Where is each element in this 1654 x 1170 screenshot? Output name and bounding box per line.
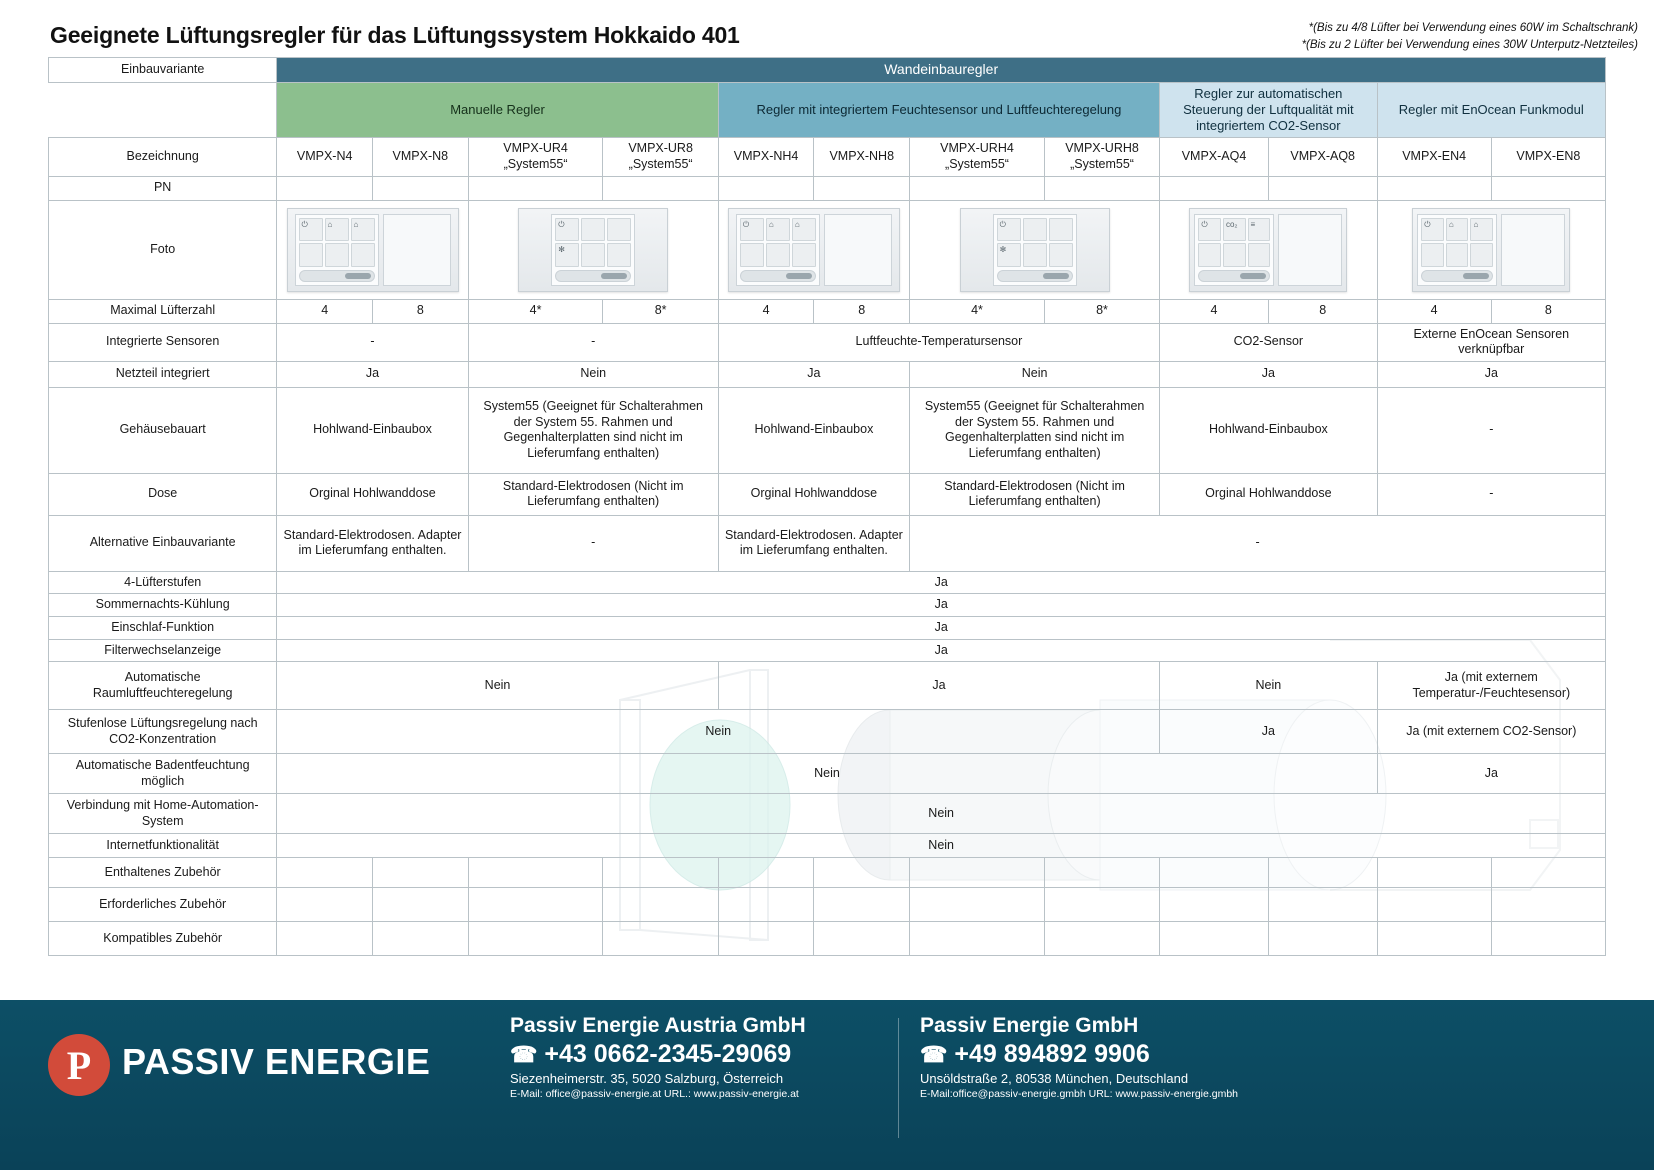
model-vmpx-ur8: VMPX-UR8 „System55“ (603, 138, 718, 176)
max-luefter-value: 8* (1044, 299, 1159, 323)
max-luefter-value: 4 (1160, 299, 1269, 323)
zubehoer-enth-value (814, 858, 910, 888)
group-co2-sensor: Regler zur automatischen Steuerung der Luftqualität mit integriertem CO2-Sensor (1160, 82, 1377, 138)
zubehoer-komp-value (468, 922, 603, 956)
dose-value: Standard-Elektrodosen (Nicht im Lieferumfang enthalten) (910, 473, 1160, 515)
pn-value (814, 176, 910, 200)
row-label-internetfunktionalitaet: Internetfunktionalität (49, 834, 277, 858)
netzteil-value: Ja (277, 361, 468, 387)
table-row-pn (49, 176, 1606, 200)
table-row-sensoren (49, 323, 1606, 361)
table-row-internetfunktionalitaet (49, 834, 1606, 858)
max-luefter-value: 8 (373, 299, 469, 323)
row-label-stufenlose-co2-regelung: Stufenlose Lüftungsregelung nach CO2-Konzentration (49, 710, 277, 754)
bad-value: Ja (1377, 754, 1605, 794)
zubehoer-komp-value (373, 922, 469, 956)
co2-stufenlos-value: Ja (1160, 710, 1377, 754)
auto-feuchte-value: Ja (718, 662, 1159, 710)
max-luefter-value: 8 (1491, 299, 1605, 323)
group-enocean: Regler mit EnOcean Funkmodul (1377, 82, 1605, 138)
contact-germany-mail[interactable]: E-Mail:office@passiv-energie.gmbh URL: www.passiv-energie.gmbh (920, 1088, 1239, 1100)
product-photo-nh: ⏻ ⌂ ⌂ (718, 200, 909, 299)
row-label-4-luefterstufen: 4-Lüfterstufen (49, 571, 277, 594)
row-label-einschlaf-funktion: Einschlaf-Funktion (49, 617, 277, 640)
product-photo-urh: ⏻ ✻ (910, 200, 1160, 299)
table-row-foto (49, 200, 1606, 299)
alt-einbau-value: Standard-Elektrodosen. Adapter im Lieferumfang enthalten. (277, 515, 468, 571)
table-row-enthaltenes-zubehoer (49, 858, 1606, 888)
model-vmpx-en4: VMPX-EN4 (1377, 138, 1491, 176)
pn-value (718, 176, 814, 200)
model-vmpx-n4: VMPX-N4 (277, 138, 373, 176)
gehaeuse-value: Hohlwand-Einbaubox (718, 387, 909, 473)
table-row-dose (49, 473, 1606, 515)
zubehoer-komp-value (814, 922, 910, 956)
footnotes (1302, 20, 1638, 53)
max-luefter-value: 8 (1268, 299, 1377, 323)
row-label-alt-einbauvariante: Alternative Einbauvariante (49, 515, 277, 571)
sensoren-value: - (468, 323, 718, 361)
zubehoer-enth-value (468, 858, 603, 888)
pn-value (373, 176, 469, 200)
product-photo-manuell-ur: ⏻ ✻ (468, 200, 718, 299)
table-row-erforderliches-zubehoer (49, 888, 1606, 922)
gehaeuse-value: Hohlwand-Einbaubox (1160, 387, 1377, 473)
group-feuchtesensor: Regler mit integriertem Feuchtesensor und Luftfeuchteregelung (718, 82, 1159, 138)
dose-value: Orginal Hohlwanddose (1160, 473, 1377, 515)
contact-austria-phone (510, 1040, 910, 1069)
zubehoer-enth-value (373, 858, 469, 888)
passiv-energie-logo-icon (48, 1034, 110, 1096)
zubehoer-enth-value (277, 858, 373, 888)
zubehoer-erf-value (277, 888, 373, 922)
model-vmpx-nh4: VMPX-NH4 (718, 138, 814, 176)
page-title: Geeignete Lüftungsregler für das Lüftungssystem Hokkaido 401 (50, 22, 740, 48)
row-label-erforderliches-zubehoer: Erforderliches Zubehör (49, 888, 277, 922)
table-row-badentfeuchtung (49, 754, 1606, 794)
zubehoer-enth-value (1160, 858, 1269, 888)
zubehoer-komp-value (910, 922, 1045, 956)
logo-letter: P (66, 1042, 92, 1088)
pn-value (1491, 176, 1605, 200)
max-luefter-value: 4 (718, 299, 814, 323)
contact-austria-mail[interactable]: E-Mail: office@passiv-energie.at URL.: www.passiv-energie.at (510, 1088, 799, 1100)
group-header-wandeinbauregler: Wandeinbauregler (277, 58, 1606, 83)
sensoren-value: CO2-Sensor (1160, 323, 1377, 361)
table-row-filterwechselanzeige (49, 639, 1606, 662)
contact-austria-phone-number: +43 0662-2345-29069 (544, 1040, 792, 1068)
zubehoer-erf-value (1377, 888, 1491, 922)
row-label-bezeichnung: Bezeichnung (49, 138, 277, 176)
dose-value: - (1377, 473, 1605, 515)
zubehoer-erf-value (468, 888, 603, 922)
pn-value (1160, 176, 1269, 200)
dose-value: Standard-Elektrodosen (Nicht im Lieferumfang enthalten) (468, 473, 718, 515)
contact-germany-phone (920, 1040, 1340, 1069)
zubehoer-erf-value (373, 888, 469, 922)
co2-stufenlos-value: Ja (mit externem CO2-Sensor) (1377, 710, 1605, 754)
netzteil-value: Nein (468, 361, 718, 387)
row-label-home-automation: Verbindung mit Home-Automation-System (49, 794, 277, 834)
table-row-einbauvariante (49, 58, 1606, 83)
row-label-gehaeusebauart: Gehäusebauart (49, 387, 277, 473)
dose-value: Orginal Hohlwanddose (718, 473, 909, 515)
comparison-table (48, 57, 1606, 956)
netzteil-value: Ja (1377, 361, 1605, 387)
zubehoer-erf-value (603, 888, 718, 922)
zubehoer-enth-value (1491, 858, 1605, 888)
contact-germany-phone-number: +49 894892 9906 (954, 1040, 1150, 1068)
filter-value: Ja (277, 639, 1606, 662)
table-row-bezeichnung (49, 138, 1606, 176)
zubehoer-komp-value (1491, 922, 1605, 956)
row-label-einbauvariante: Einbauvariante (49, 58, 277, 83)
contact-austria-address: Siezenheimerstr. 35, 5020 Salzburg, Österreich (510, 1071, 784, 1086)
product-photo-en: ⏻ ⌂ ⌂ (1377, 200, 1605, 299)
zubehoer-enth-value (1268, 858, 1377, 888)
row-label-netzteil: Netzteil integriert (49, 361, 277, 387)
auto-feuchte-value: Ja (mit externem Temperatur-/Feuchtesensor) (1377, 662, 1605, 710)
contact-germany (920, 1014, 1340, 1100)
row-label-pn: PN (49, 176, 277, 200)
spacer-cell (49, 82, 277, 138)
sensoren-value: Externe EnOcean Sensoren verknüpfbar (1377, 323, 1605, 361)
model-vmpx-nh8: VMPX-NH8 (814, 138, 910, 176)
max-luefter-value: 4 (277, 299, 373, 323)
row-label-sensoren: Integrierte Sensoren (49, 323, 277, 361)
table-row-stufenlose-co2-regelung (49, 710, 1606, 754)
netzteil-value: Ja (1160, 361, 1377, 387)
pn-value (910, 176, 1045, 200)
page-footer (0, 1000, 1654, 1170)
row-label-foto: Foto (49, 200, 277, 299)
table-row-max-luefterzahl (49, 299, 1606, 323)
stufen4-value: Ja (277, 571, 1606, 594)
max-luefter-value: 4* (910, 299, 1045, 323)
max-luefter-value: 4 (1377, 299, 1491, 323)
zubehoer-erf-value (1160, 888, 1269, 922)
group-manuelle-regler: Manuelle Regler (277, 82, 718, 138)
max-luefter-value: 8* (603, 299, 718, 323)
table-row-einschlaf-funktion (49, 617, 1606, 640)
model-vmpx-aq4: VMPX-AQ4 (1160, 138, 1269, 176)
pn-value (1377, 176, 1491, 200)
table-row-groups (49, 82, 1606, 138)
zubehoer-erf-value (718, 888, 814, 922)
zubehoer-erf-value (814, 888, 910, 922)
model-vmpx-aq8: VMPX-AQ8 (1268, 138, 1377, 176)
netzteil-value: Ja (718, 361, 909, 387)
sommer-value: Ja (277, 594, 1606, 617)
dose-value: Orginal Hohlwanddose (277, 473, 468, 515)
max-luefter-value: 8 (814, 299, 910, 323)
zubehoer-erf-value (1044, 888, 1159, 922)
row-label-badentfeuchtung: Automatische Badentfeuchtung möglich (49, 754, 277, 794)
table-row-alt-einbauvariante (49, 515, 1606, 571)
pn-value (277, 176, 373, 200)
zubehoer-komp-value (718, 922, 814, 956)
alt-einbau-value: - (910, 515, 1606, 571)
model-vmpx-urh4: VMPX-URH4 „System55“ (910, 138, 1045, 176)
gehaeuse-value: System55 (Geeignet für Schalterahmen der System 55. Rahmen und Gegenhalterplatten sind nicht im Lieferumfang enthalten) (468, 387, 718, 473)
brand-name: PASSIV ENERGIE (122, 1041, 431, 1082)
zubehoer-komp-value (1268, 922, 1377, 956)
zubehoer-komp-value (1160, 922, 1269, 956)
alt-einbau-value: Standard-Elektrodosen. Adapter im Lieferumfang enthalten. (718, 515, 909, 571)
sensoren-value: Luftfeuchte-Temperatursensor (718, 323, 1159, 361)
table-row-kompatibles-zubehoer (49, 922, 1606, 956)
footnote-2: *(Bis zu 2 Lüfter bei Verwendung eines 30W Unterputz-Netzteiles) (1301, 38, 1638, 51)
co2-stufenlos-value: Nein (277, 710, 1160, 754)
row-label-max-luefterzahl: Maximal Lüfterzahl (49, 299, 277, 323)
contact-austria (510, 1014, 910, 1100)
zubehoer-enth-value (910, 858, 1045, 888)
footnote-1: *(Bis zu 4/8 Lüfter bei Verwendung eines 60W im Schaltschrank) (1308, 22, 1638, 34)
product-photo-aq: ⏻ co₂ ≡ (1160, 200, 1377, 299)
phone-icon: ☎ (920, 1041, 948, 1067)
alt-einbau-value: - (468, 515, 718, 571)
table-row-netzteil (49, 361, 1606, 387)
zubehoer-erf-value (1491, 888, 1605, 922)
pn-value (1044, 176, 1159, 200)
gehaeuse-value: - (1377, 387, 1605, 473)
zubehoer-komp-value (603, 922, 718, 956)
row-label-kompatibles-zubehoer: Kompatibles Zubehör (49, 922, 277, 956)
contact-austria-name: Passiv Energie Austria GmbH (510, 1014, 806, 1037)
model-vmpx-ur4: VMPX-UR4 „System55“ (468, 138, 603, 176)
sensoren-value: - (277, 323, 468, 361)
product-photo-manuell-n: ⏻ ⌂ ⌂ (277, 200, 468, 299)
model-vmpx-n8: VMPX-N8 (373, 138, 469, 176)
pn-value (468, 176, 603, 200)
pn-value (1268, 176, 1377, 200)
zubehoer-enth-value (718, 858, 814, 888)
bad-value: Nein (277, 754, 1377, 794)
table-row-auto-raumluftfeuchteregelung (49, 662, 1606, 710)
gehaeuse-value: Hohlwand-Einbaubox (277, 387, 468, 473)
model-vmpx-urh8: VMPX-URH8 „System55“ (1044, 138, 1159, 176)
row-label-filterwechselanzeige: Filterwechselanzeige (49, 639, 277, 662)
model-vmpx-en8: VMPX-EN8 (1491, 138, 1605, 176)
zubehoer-komp-value (277, 922, 373, 956)
gehaeuse-value: System55 (Geeignet für Schalterahmen der System 55. Rahmen und Gegenhalterplatten sind nicht im Lieferumfang enthalten) (910, 387, 1160, 473)
row-label-enthaltenes-zubehoer: Enthaltenes Zubehör (49, 858, 277, 888)
contact-germany-address: Unsöldstraße 2, 80538 München, Deutschland (920, 1071, 1189, 1086)
row-label-dose: Dose (49, 473, 277, 515)
zubehoer-enth-value (1377, 858, 1491, 888)
table-row-4-luefterstufen (49, 571, 1606, 594)
zubehoer-komp-value (1377, 922, 1491, 956)
row-label-auto-raumluftfeuchteregelung: Automatische Raumluftfeuchteregelung (49, 662, 277, 710)
phone-icon: ☎ (510, 1041, 538, 1067)
max-luefter-value: 4* (468, 299, 603, 323)
pn-value (603, 176, 718, 200)
netzteil-value: Nein (910, 361, 1160, 387)
zubehoer-erf-value (1268, 888, 1377, 922)
row-label-sommernachts-kuehlung: Sommernachts-Kühlung (49, 594, 277, 617)
zubehoer-komp-value (1044, 922, 1159, 956)
table-row-gehaeusebauart (49, 387, 1606, 473)
table-row-home-automation (49, 794, 1606, 834)
zubehoer-enth-value (603, 858, 718, 888)
home-value: Nein (277, 794, 1606, 834)
auto-feuchte-value: Nein (1160, 662, 1377, 710)
auto-feuchte-value: Nein (277, 662, 718, 710)
zubehoer-erf-value (910, 888, 1045, 922)
zubehoer-enth-value (1044, 858, 1159, 888)
internet-value: Nein (277, 834, 1606, 858)
table-row-sommernachts-kuehlung (49, 594, 1606, 617)
einschlaf-value: Ja (277, 617, 1606, 640)
contact-germany-name: Passiv Energie GmbH (920, 1014, 1139, 1037)
